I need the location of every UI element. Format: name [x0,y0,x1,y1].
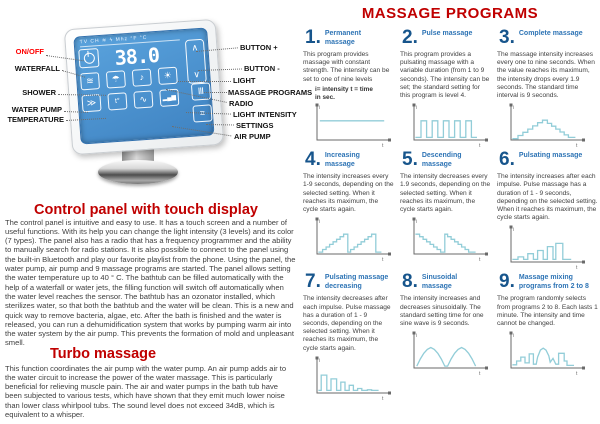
svg-text:t: t [382,142,384,148]
program-chart [406,216,490,262]
water-pump-button [81,94,101,112]
label-light: LIGHT [233,76,256,85]
leader-line [198,68,242,71]
svg-text:t: t [479,371,481,377]
label-on-off: ON/OFF [15,47,44,56]
program-number: 9. [499,271,515,293]
program-number: 2. [402,27,418,48]
program-number: 8. [402,271,418,293]
svg-text:i: i [513,333,515,340]
svg-text:t: t [576,371,578,377]
screen-status-bar: TV CH ≋ ϟ Mhz °F °C [80,32,180,47]
touch-screen [73,27,214,144]
label-shower: SHOWER [22,88,56,97]
label-settings: SETTINGS [236,121,274,130]
program-chart [309,102,393,148]
radio-button [132,68,152,86]
program-title: Pulsating massage [518,152,583,160]
label-massage-programs: MASSAGE PROGRAMS [228,88,313,97]
section-heading-control-panel: Control panel with touch display [34,202,258,219]
temperature-button [107,92,127,110]
svg-text:i: i [319,357,321,364]
label-water-pump: WATER PUMP [11,105,62,114]
power-icon [83,52,95,64]
program-chart [503,224,587,270]
chevron-up-icon: ∧ [191,42,199,53]
svg-text:i: i [416,219,418,226]
settings-icon: ≡ [199,107,206,119]
program-title: Permanent massage [324,30,362,46]
program-6 [495,148,600,270]
control-panel-paragraph: The control panel is intuitive and easy to use. It has a touch screen and a number of useful functions. With its help you can change the light intensity (3 levels) and its color (7 types). The panel also has a radio that has a frequency programmer and the ability to manually search for radio stations. It is also possible to connect to the panel using the built-in Bluetooth and play our favorite playlist from the phone. Using the panel, the water pump, air pump and 9 massage programs are started. The panel allows setting the water temperature up to 40 ° C. The bathtub can be filled automatically with the help of a waterfall or water jets, the filling function will switch off automatically when the water level reaches the sensor. The bathtub has an ozonator installed, which sterilizes water, so that both the bathtub and the water will be clean. This is a new and quick way to remove bacteria, algae, etc. After the bath is finished and the water is released, you can run a dehumidification system that works by pumping warm air into the water system by the air pump. This prevents the formation of mold and unpleasant smell. [5,217,296,348]
program-chart [309,355,393,401]
svg-text:t: t [576,265,578,271]
svg-text:i: i [319,219,321,226]
leader-line [178,81,231,82]
massage-programs-pane [300,0,600,424]
program-9 [495,270,600,400]
control-panel-device [64,19,224,155]
program-2 [398,26,493,148]
svg-text:t: t [382,395,384,401]
svg-text:i: i [319,104,321,111]
program-description: The intensity decreases after each impulse. Pulse massage has a duration of 1 - 9 seconds, depending on the selected setting. When it reaches its maximum, the cycle starts again. [303,295,391,352]
program-title: Complete massage [518,30,583,37]
program-description: The massage intensity increases every one to nine seconds. When the value reaches its maximum, the intensity drops every 1.9 seconds. The standard time interval is 9 seconds. [497,51,595,100]
program-chart [503,330,587,376]
program-chart [503,102,587,148]
program-number: 1. [305,27,321,48]
shower-icon: ☂ [111,73,121,85]
svg-text:i: i [416,105,418,112]
svg-text:t: t [479,143,481,149]
temperature-display: 38.0 [113,42,160,70]
program-title: Sinusoidal massage [421,274,458,291]
program-description: The program randomly selects from programs 2 to 8. Each lasts 1 minute. The intensity and time cannot be changed. [497,295,598,328]
program-description: This program provides massage with constant strength. The intensity can be set to one of nine levels [303,51,390,83]
svg-text:i: i [416,333,418,340]
program-chart [309,216,393,262]
svg-text:t: t [479,257,481,263]
air-pump-button [133,90,153,108]
program-description: The intensity increases after each impulse. Pulse massage has a duration of 1 - 9 seconds, depending on the selected setting. When it reaches its maximum, the cycle starts again. [497,173,598,222]
water-pump-icon: ≫ [86,97,97,109]
light-intensity-icon: ▂▄▆ [162,94,177,102]
label-button-plus: BUTTON + [240,43,278,52]
program-title: Massage mixing programs from 2 to 8 [518,274,589,291]
program-number: 7. [305,271,321,293]
leader-line [204,92,227,93]
massage-programs-title: MASSAGE PROGRAMS [361,5,539,22]
program-title: Increasing massage [324,152,360,168]
program-3 [495,26,600,148]
chevron-down-icon: ∨ [193,69,201,80]
turbo-massage-paragraph: This function coordinates the air pump with the water pump. An air pump adds air to the water circuit to increase the power of the water massage. This is particularly beneficial for relieving muscle pain. The air and water pumps in the bath tub have been subjected to various tests, which have shown that they emit much lower noise than lower class whirlpool tubs. The sound level does not exceed 34dB, which is equivalent to a whisper. [5,363,287,420]
program-7 [301,270,396,400]
program-title: Pulsating massage decreasing [324,274,389,291]
temperature-icon: t° [114,97,121,106]
light-button [158,67,178,85]
label-temperature: TEMPERATURE [7,115,64,124]
music-note-icon: ♪ [139,71,145,83]
massage-programs-icon: Ⅲ [197,85,205,97]
svg-text:i: i [513,105,515,112]
label-radio: RADIO [229,99,254,108]
program-number: 6. [499,149,515,171]
svg-text:t: t [382,257,384,263]
program-number: 5. [402,149,418,171]
waterfall-button [80,72,100,90]
label-waterfall: WATERFALL [14,64,60,73]
label-air-pump: AIR PUMP [234,132,271,141]
label-light-intensity: LIGHT INTENSITY [233,110,297,119]
program-8 [398,270,493,400]
program-title: Descending massage [421,152,462,168]
air-pump-icon: ∿ [139,93,148,105]
svg-text:i: i [513,227,515,234]
plus-minus-buttons [185,39,207,84]
shower-button [106,70,126,88]
legend-note: i= intensity t = time in sec. [315,85,373,101]
program-number: 4. [305,149,321,171]
program-number: 3. [499,27,515,48]
programs-grid [300,26,600,401]
light-icon: ☀ [163,70,173,81]
program-description: The intensity increases every 1-9 seconds, depending on the selected setting. When it reaches its maximum, the cycle starts again. [303,173,394,214]
program-1 [301,26,396,148]
program-chart [406,330,490,376]
power-button [78,48,99,68]
svg-text:t: t [576,143,578,149]
program-chart [406,102,490,148]
label-button-minus: BUTTON - [244,64,280,73]
program-title: Pulse massage [421,30,473,37]
program-description: The intensity increases and decreases sinusoidally. The standard setting time for one sine wave is 9 seconds. [400,295,484,328]
program-description: This program provides a pulsating massage with a variable duration (from 1 to 9 seconds). The intensity can be set; the standard setting for this program is level 4. [400,51,490,100]
waterfall-icon: ≋ [85,75,95,87]
section-heading-turbo-massage: Turbo massage [50,346,157,363]
device-stand-base [98,160,178,184]
program-4 [301,148,396,270]
program-description: The intensity decreases every 1.9 seconds, depending on the selected setting. When it reaches its maximum, the cycle starts again. [400,173,491,214]
program-5 [398,148,493,270]
